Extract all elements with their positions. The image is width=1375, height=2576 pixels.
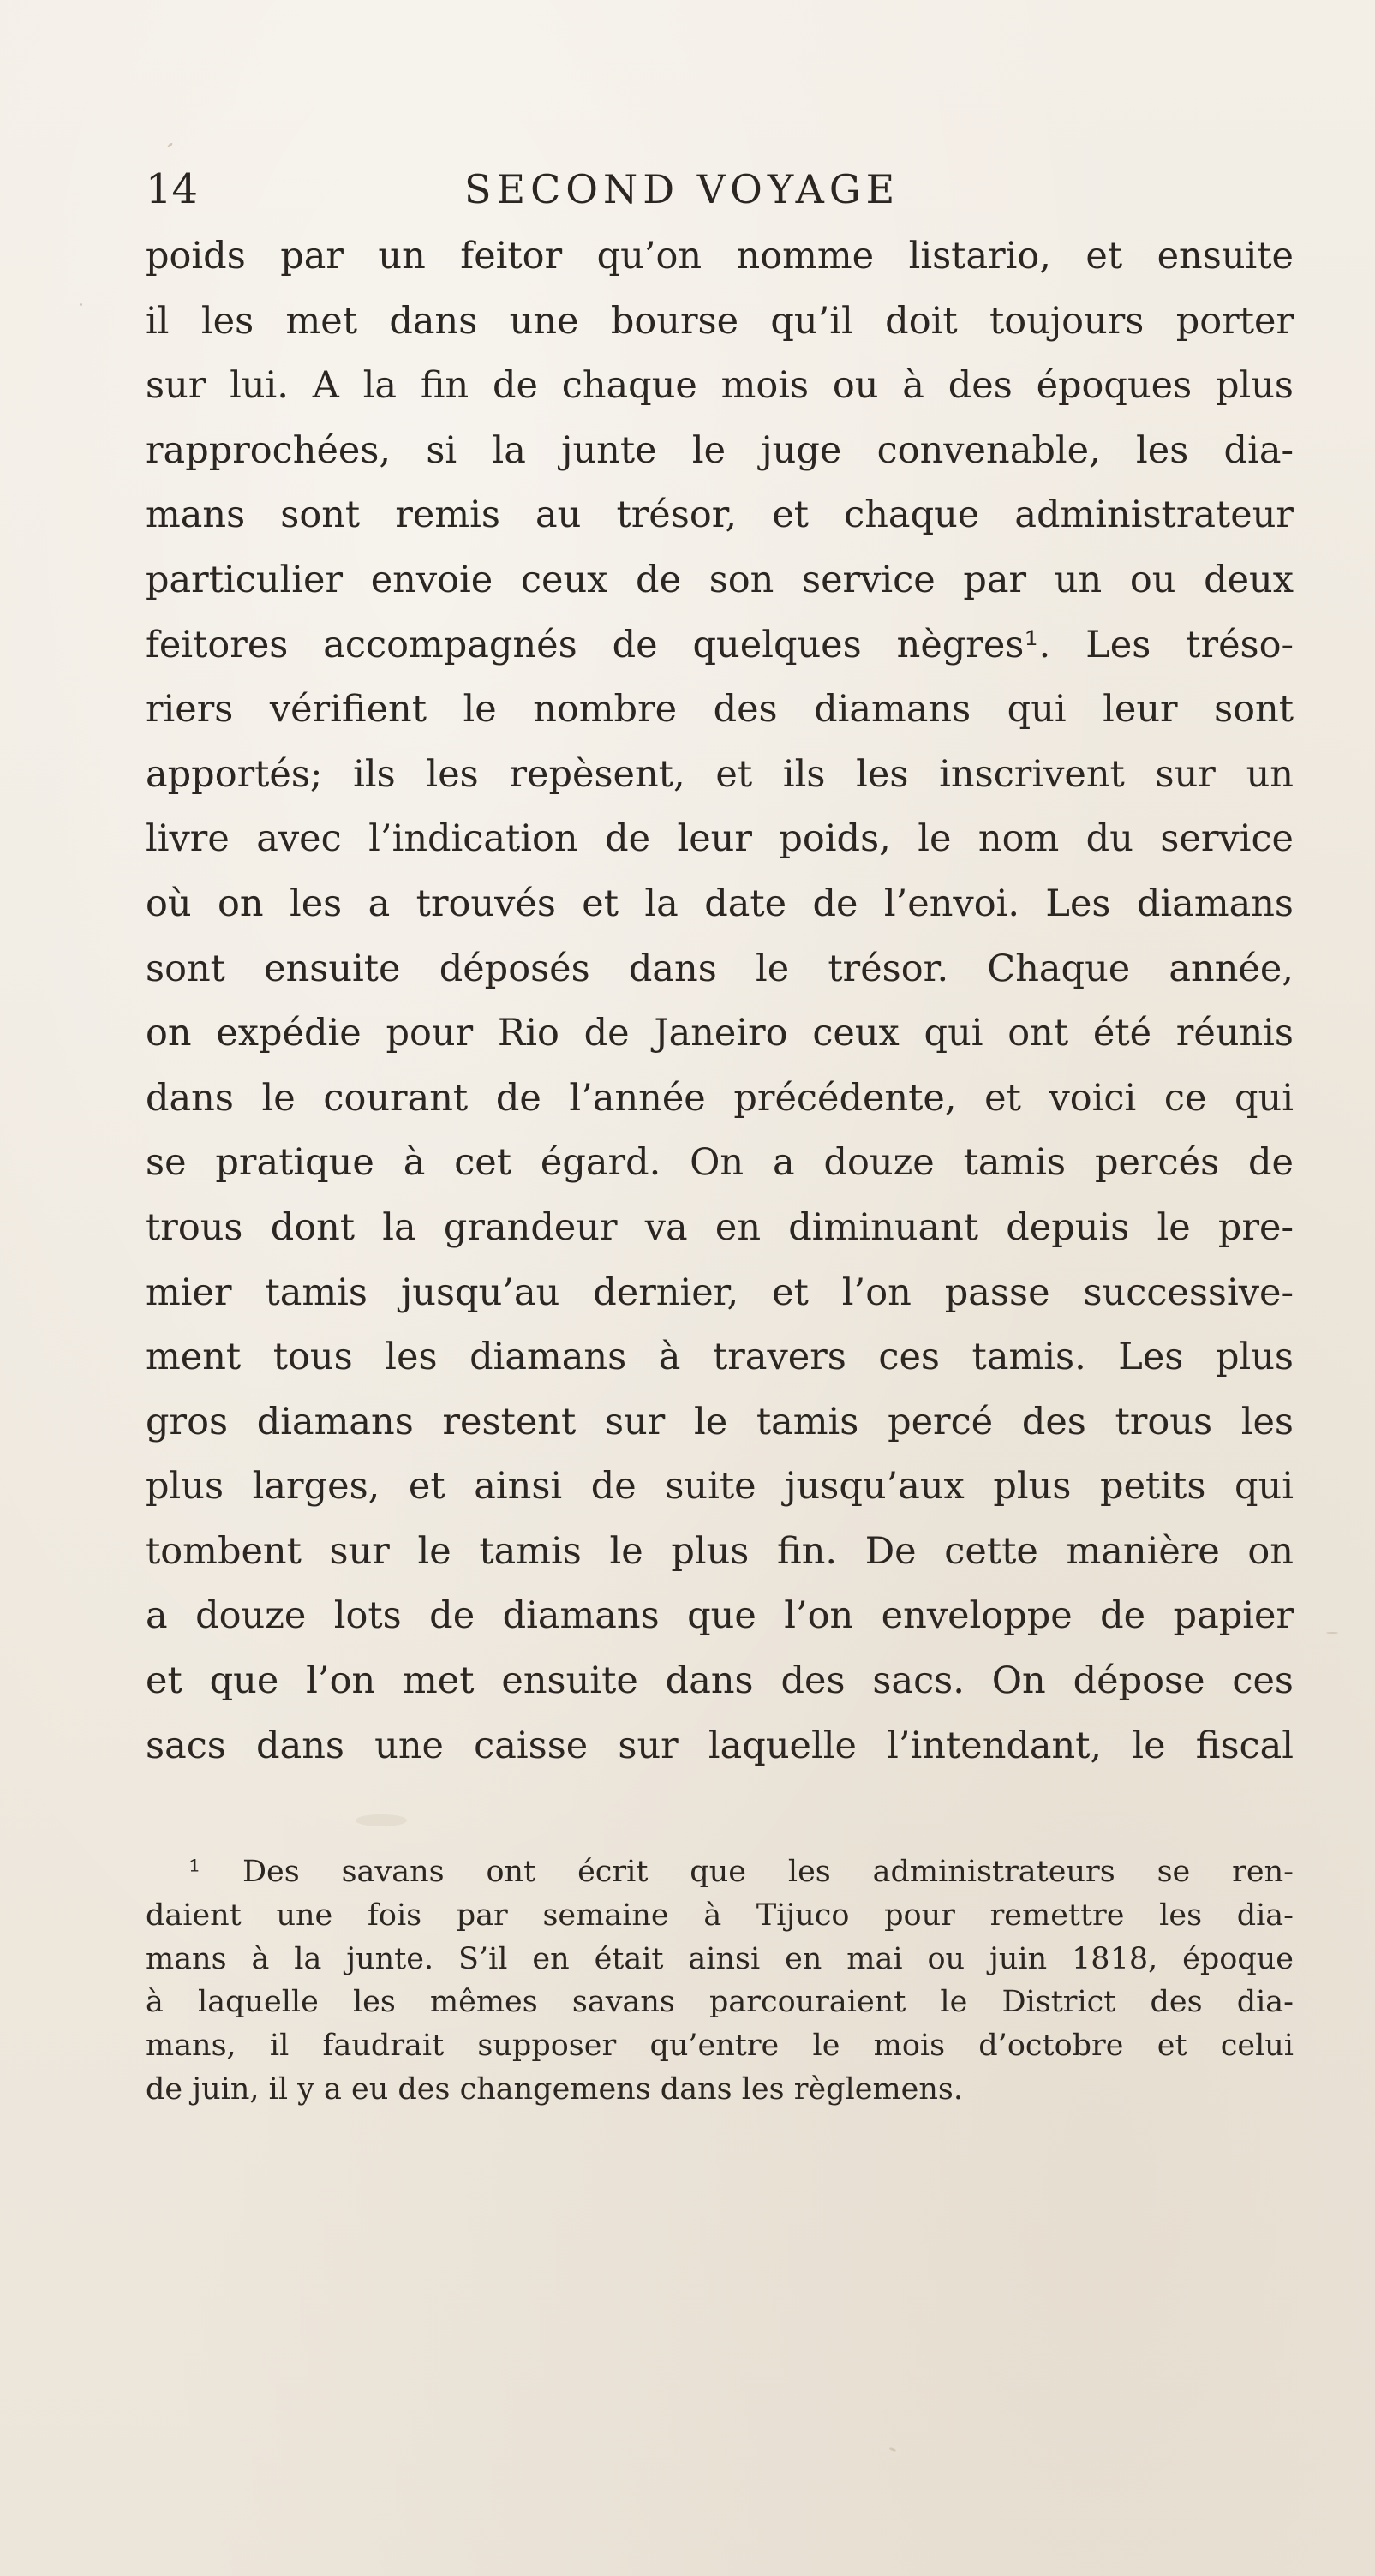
text-line: mier tamis jusqu’au dernier, et l’on passe successive- bbox=[146, 1270, 1294, 1314]
text-line: livre avec l’indication de leur poids, le nom du service bbox=[146, 817, 1294, 861]
text-line: dans le courant de l’année précédente, et voici ce qui bbox=[146, 1076, 1294, 1120]
text-line: on expédie pour Rio de Janeiro ceux qui ont été réunis bbox=[146, 1012, 1294, 1055]
text-line: mans sont remis au trésor, et chaque administrateur bbox=[146, 493, 1294, 537]
text-line: sur lui. A la fin de chaque mois ou à des époques plus bbox=[146, 364, 1294, 408]
footnote-line: mans, il faudrait supposer qu’entre le mois d’octobre et celui bbox=[146, 2029, 1294, 2064]
text-line: a douze lots de diamans que l’on enveloppe de papier bbox=[146, 1594, 1294, 1638]
page-header bbox=[146, 159, 1294, 219]
running-head: SECOND VOYAGE bbox=[464, 166, 900, 212]
text-line: trous dont la grandeur va en diminuant depuis le pre- bbox=[146, 1205, 1294, 1249]
text-line: feitores accompagnés de quelques nègres¹. Les tréso- bbox=[146, 623, 1294, 666]
text-line: plus larges, et ainsi de suite jusqu’aux plus petits qui bbox=[146, 1465, 1294, 1509]
text-line: sacs dans une caisse sur laquelle l’intendant, le fiscal bbox=[146, 1724, 1294, 1767]
text-line: riers vérifient le nombre des diamans qui leur sont bbox=[146, 688, 1294, 732]
text-line: se pratique à cet égard. On a douze tamis percés de bbox=[146, 1141, 1294, 1185]
text-line: gros diamans restent sur le tamis percé des trous les bbox=[146, 1400, 1294, 1443]
text-line: particulier envoie ceux de son service par un ou deux bbox=[146, 558, 1294, 601]
text-line: apportés; ils les repèsent, et ils les inscrivent sur un bbox=[146, 752, 1294, 796]
paper-show-through bbox=[356, 1814, 407, 1826]
paper-fleck bbox=[1326, 1632, 1338, 1634]
text-line: ment tous les diamans à travers ces tamis. Les plus bbox=[146, 1336, 1294, 1379]
text-line: tombent sur le tamis le plus fin. De cette manière on bbox=[146, 1529, 1294, 1573]
text-line: poids par un feitor qu’on nomme listario, et ensuite bbox=[146, 235, 1294, 278]
page-number: 14 bbox=[146, 165, 199, 213]
footnote-line: de juin, il y a eu des changemens dans les règlemens. bbox=[146, 2071, 963, 2107]
footnote bbox=[146, 1850, 1294, 2112]
footnote-line: ¹ Des savans ont écrit que les administrateurs se ren- bbox=[188, 1855, 1294, 1889]
footnote-line: à laquelle les mêmes savans parcouraient le District des dia- bbox=[146, 1985, 1294, 2020]
body-text bbox=[146, 224, 1294, 1778]
text-line: sont ensuite déposés dans le trésor. Chaque année, bbox=[146, 947, 1294, 990]
footnote-line: daient une fois par semaine à Tijuco pour remettre les dia- bbox=[146, 1898, 1294, 1933]
paper-fleck bbox=[167, 142, 173, 148]
text-line: et que l’on met ensuite dans des sacs. On dépose ces bbox=[146, 1659, 1294, 1703]
footnote-line: mans à la junte. S’il en était ainsi en mai ou juin 1818, époque bbox=[146, 1941, 1294, 1976]
paper-fleck bbox=[889, 2447, 897, 2453]
text-line: où on les a trouvés et la date de l’envoi. Les diamans bbox=[146, 882, 1294, 925]
text-line: il les met dans une bourse qu’il doit toujours porter bbox=[146, 299, 1294, 343]
paper-fleck bbox=[80, 303, 82, 306]
text-line: rapprochées, si la junte le juge convenable, les dia- bbox=[146, 428, 1294, 472]
